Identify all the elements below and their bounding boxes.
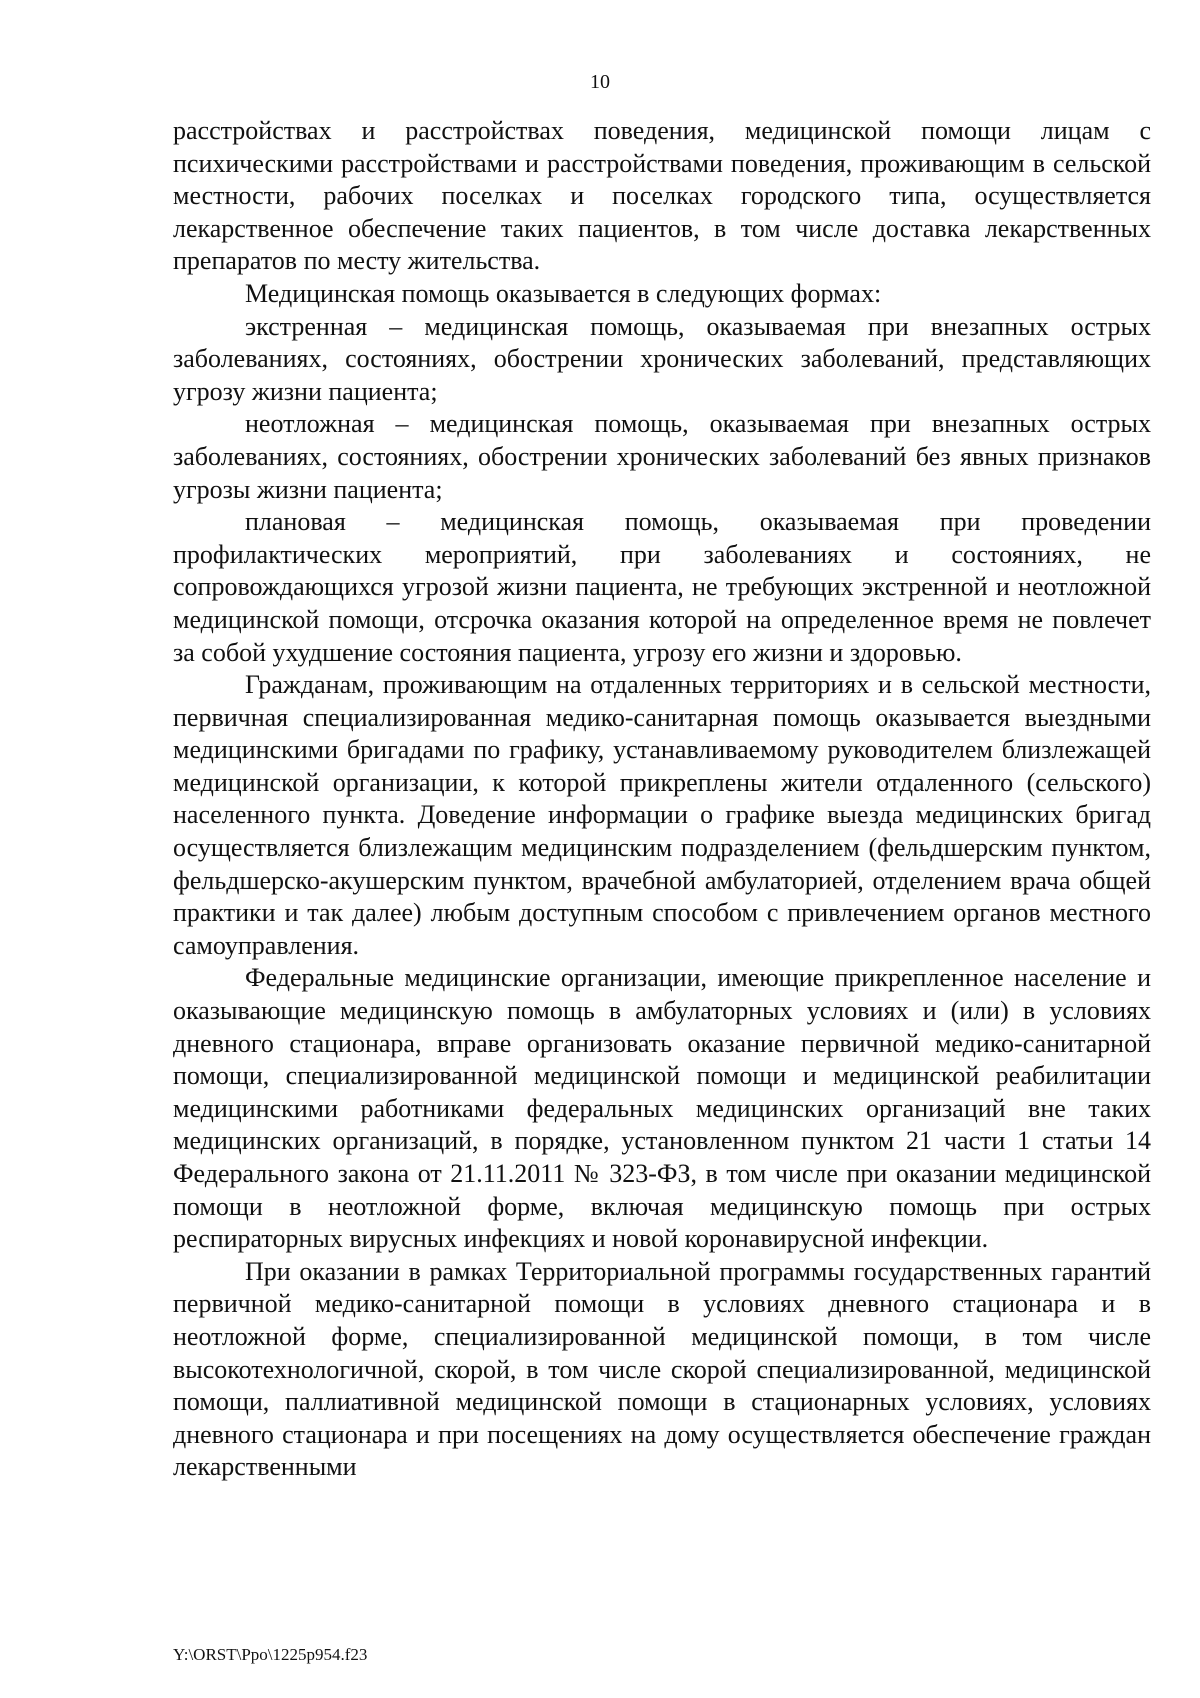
footer-file-path: Y:\ORST\Ppo\1225p954.f23 (173, 1645, 368, 1664)
paragraph-planned-form: плановая – медицинская помощь, оказываемая при проведении профилактических мероприятий, при заболеваниях и состояниях, не сопровождающихся угрозой жизни пациента, не требующих экстренной и неотложной медицинской помощи, отсрочка оказания которой на определенное время не повлечет за собой ухудшение состояния пациента, угрозу его жизни и здоровью. (173, 507, 1151, 667)
page-number: 10 (590, 71, 610, 93)
paragraph-remote-territories: Гражданам, проживающим на отдаленных территориях и в сельской местности, первичная специализированная медико-санитарная помощь оказывается выездными медицинскими бригадами по графику, устанавливаемому руководителем близлежащей медицинской организации, к которой прикреплены жители отдаленного (сельского) населенного пункта. Доведение информации о графике выезда медицинских бригад осуществляется близлежащим медицинским подразделением (фельдшерским пунктом, фельдшерско-акушерским пунктом, врачебной амбулаторией, отделением врача общей практики и так далее) любым доступным способом с привлечением органов местного самоуправления. (173, 670, 1151, 960)
paragraph-forms-intro: Медицинская помощь оказывается в следующих формах: (245, 278, 882, 308)
paragraph-emergency-form: экстренная – медицинская помощь, оказываемая при внезапных острых заболеваниях, состояниях, обострении хронических заболеваний, представляющих угрозу жизни пациента; (173, 311, 1151, 406)
document-body (173, 115, 1151, 1484)
paragraph-urgent-form: неотложная – медицинская помощь, оказываемая при внезапных острых заболеваниях, состояниях, обострении хронических заболеваний без явных признаков угрозы жизни пациента; (173, 409, 1151, 504)
paragraph-drug-provision: При оказании в рамках Территориальной программы государственных гарантий первичной медико-санитарной помощи в условиях дневного стационара и в неотложной форме, специализированной медицинской помощи, в том числе высокотехнологичной, скорой, в том числе скорой специализированной, медицинской помощи, паллиативной медицинской помощи в стационарных условиях, условиях дневного стационара и при посещениях на дому осуществляется обеспечение граждан лекарственными (173, 1256, 1151, 1482)
paragraph-federal-organizations: Федеральные медицинские организации, имеющие прикрепленное население и оказывающие медицинскую помощь в амбулаторных условиях и (или) в условиях дневного стационара, вправе организовать оказание первичной медико-санитарной помощи, специализированной медицинской помощи и медицинской реабилитации медицинскими работниками федеральных медицинских организаций вне таких медицинских организаций, в порядке, установленном пунктом 21 части 1 статьи 14 Федерального закона от 21.11.2011 № 323-ФЗ, в том числе при оказании медицинской помощи в неотложной форме, включая медицинскую помощь при острых респираторных вирусных инфекциях и новой коронавирусной инфекции. (173, 963, 1151, 1254)
paragraph-continuation: расстройствах и расстройствах поведения, медицинской помощи лицам с психическими расстройствами и расстройствами поведения, проживающим в сельской местности, рабочих поселках и поселках городского типа, осуществляется лекарственное обеспечение таких пациентов, в том числе доставка лекарственных препаратов по месту жительства. (173, 116, 1151, 276)
